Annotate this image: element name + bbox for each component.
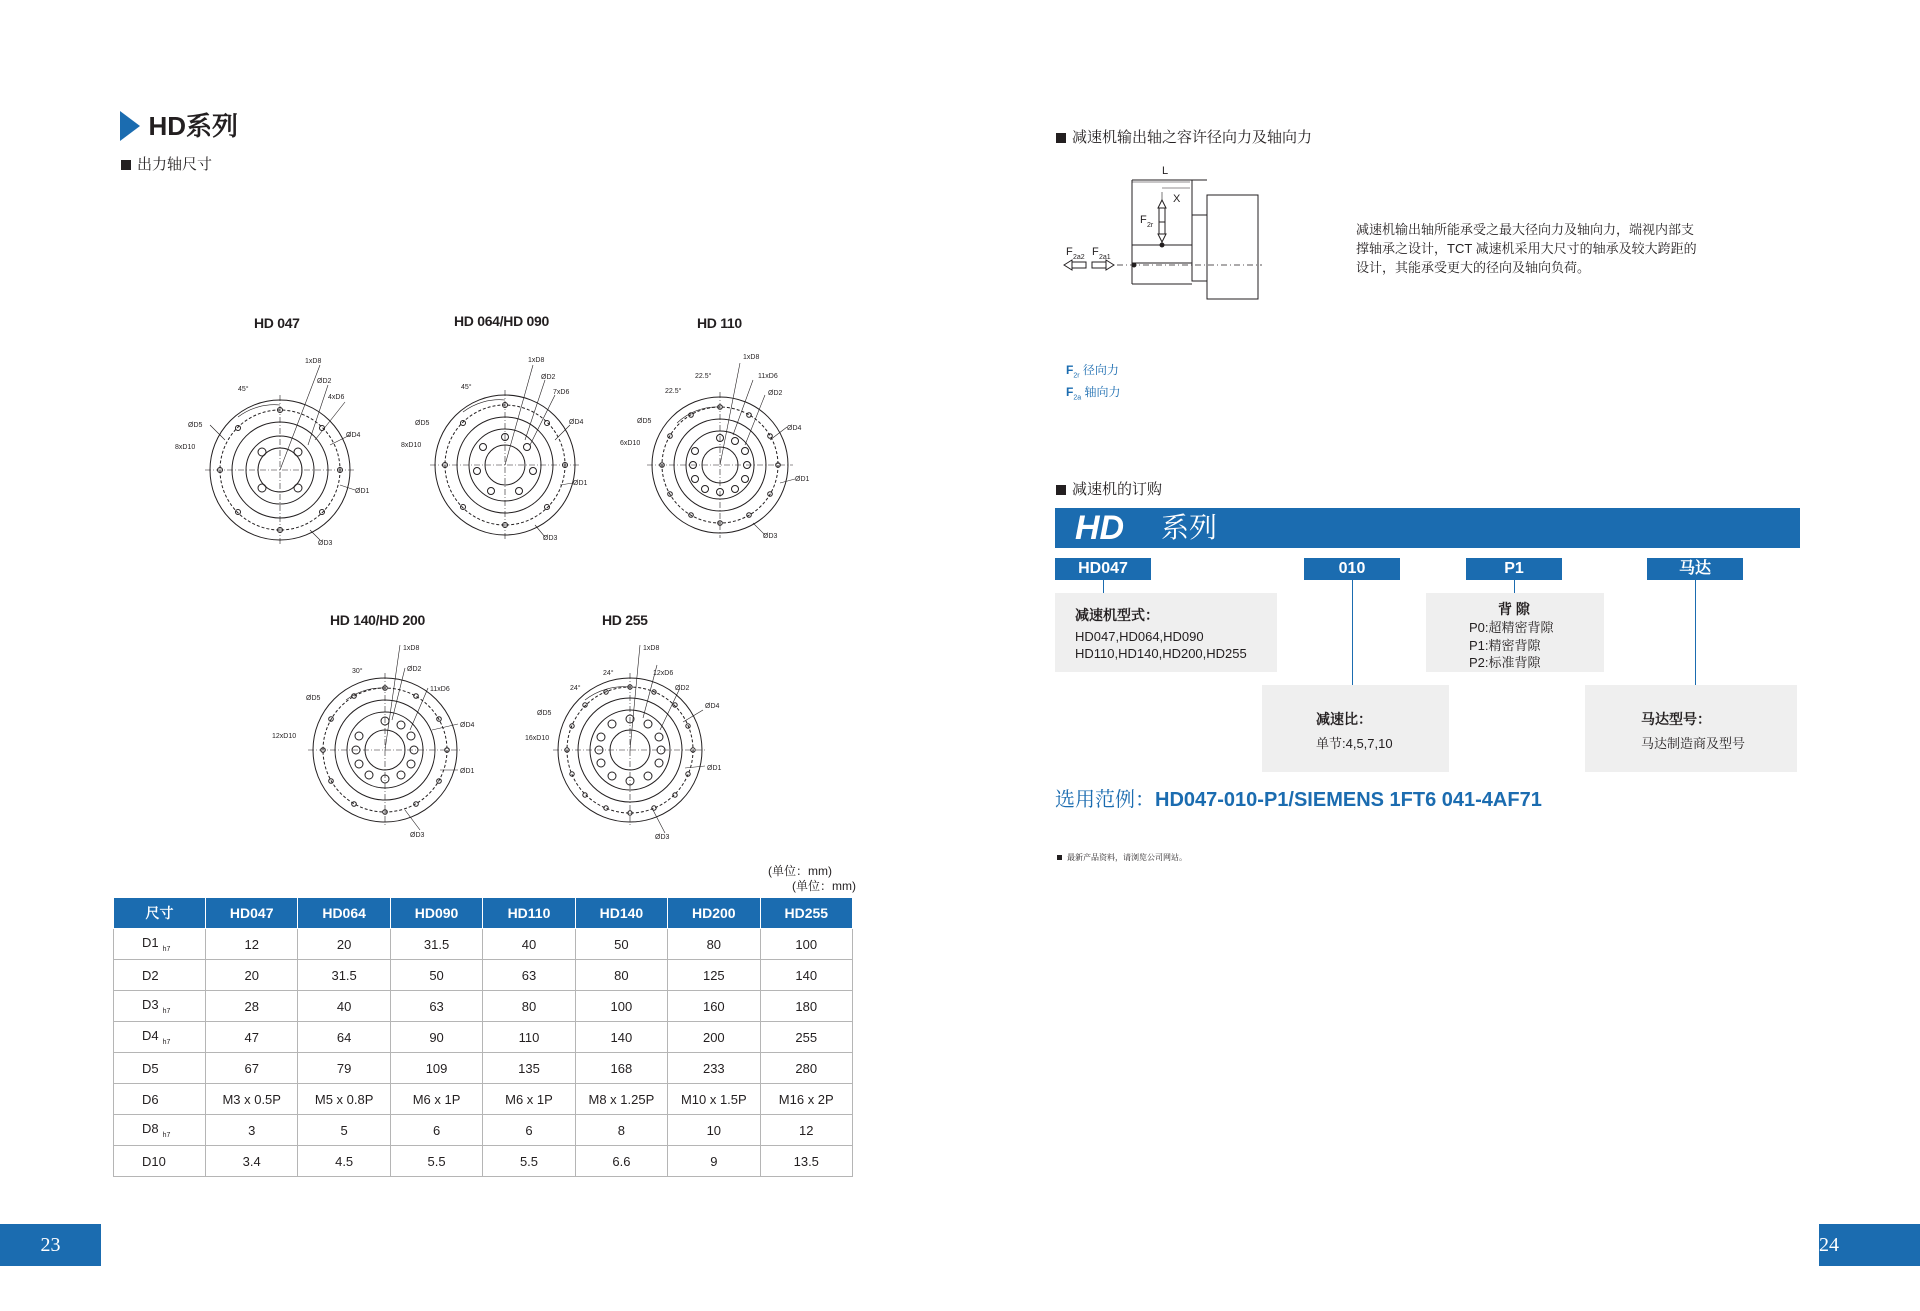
model-label-hd140-200: HD 140/HD 200 (330, 612, 425, 628)
section-title-order: 减速机的订购 (1056, 478, 1162, 499)
unit-note-2: (单位：mm) (792, 879, 856, 893)
square-bullet-icon (1057, 855, 1062, 860)
table-cell: 5.5 (483, 1146, 575, 1177)
svg-text:2a2: 2a2 (1073, 254, 1085, 261)
table-header: HD090 (390, 898, 482, 929)
svg-text:4xD6: 4xD6 (328, 394, 345, 401)
table-cell: 5 (298, 1115, 390, 1146)
table-cell: 13.5 (760, 1146, 852, 1177)
page-number-right: 24 (1819, 1224, 1920, 1266)
svg-text:F: F (1092, 246, 1099, 258)
table-cell: M3 x 0.5P (206, 1084, 298, 1115)
row-label: D8 $_{h7}$ (114, 1115, 206, 1146)
svg-text:ØD1: ØD1 (460, 768, 475, 775)
box-backlash: 背 隙 P0:超精密背隙 P1:精密背隙 P2:标准背隙 (1426, 593, 1604, 672)
unit-note-1: (单位：mm) (768, 864, 832, 878)
table-cell: 6 (390, 1115, 482, 1146)
table-row (114, 1146, 853, 1177)
table-header: HD047 (206, 898, 298, 929)
table-cell: 200 (668, 1022, 760, 1053)
table-cell: 4.5 (298, 1146, 390, 1177)
table-cell: 31.5 (390, 929, 482, 960)
section-title-dimensions: 出力轴尺寸 (121, 153, 212, 174)
svg-text:30°: 30° (352, 668, 363, 675)
order-series-bar: HD 系列 (1055, 508, 1800, 548)
table-cell: M6 x 1P (390, 1084, 482, 1115)
svg-text:ØD3: ØD3 (655, 834, 670, 841)
table-cell: 67 (206, 1053, 298, 1084)
code-model: HD047 (1055, 558, 1151, 580)
svg-text:ØD1: ØD1 (355, 488, 370, 495)
svg-text:ØD4: ØD4 (705, 703, 720, 710)
table-cell: 280 (760, 1053, 852, 1084)
svg-text:X: X (1173, 193, 1181, 205)
table-row (114, 1115, 853, 1146)
svg-text:12xD10: 12xD10 (272, 733, 297, 740)
box-motor: 马达型号： 马达制造商及型号 (1585, 685, 1797, 772)
table-cell: M10 x 1.5P (668, 1084, 760, 1115)
svg-text:F: F (1140, 214, 1147, 226)
table-header: HD200 (668, 898, 760, 929)
table-row (114, 1022, 853, 1053)
row-label: D3 $_{h7}$ (114, 991, 206, 1022)
svg-text:45°: 45° (461, 384, 472, 391)
model-label-hd047: HD 047 (254, 315, 300, 331)
force-diagram (1062, 160, 1272, 345)
table-cell: M5 x 0.8P (298, 1084, 390, 1115)
spec-table (113, 897, 853, 1177)
table-cell: 160 (668, 991, 760, 1022)
code-ratio: 010 (1304, 558, 1400, 580)
svg-text:ØD1: ØD1 (573, 480, 588, 487)
table-row (114, 991, 853, 1022)
box-model-type: 减速机型式： HD047,HD064,HD090 HD110,HD140,HD200,HD255 (1055, 593, 1277, 672)
table-cell: 40 (298, 991, 390, 1022)
svg-text:ØD4: ØD4 (346, 432, 361, 439)
table-row (114, 960, 853, 991)
table-cell: 110 (483, 1022, 575, 1053)
connector-ratio (1352, 580, 1353, 685)
svg-text:ØD5: ØD5 (537, 710, 552, 717)
svg-text:ØD3: ØD3 (410, 832, 425, 839)
svg-text:ØD2: ØD2 (541, 374, 556, 381)
svg-text:1xD8: 1xD8 (743, 354, 760, 361)
svg-text:8xD10: 8xD10 (175, 444, 196, 451)
table-cell: 5.5 (390, 1146, 482, 1177)
row-label: D5 (114, 1053, 206, 1084)
table-cell: 3 (206, 1115, 298, 1146)
table-cell: 6.6 (575, 1146, 667, 1177)
table-row (114, 1084, 853, 1115)
table-cell: 233 (668, 1053, 760, 1084)
table-cell: 64 (298, 1022, 390, 1053)
svg-text:ØD4: ØD4 (787, 425, 802, 432)
table-cell: 80 (575, 960, 667, 991)
table-cell: 63 (390, 991, 482, 1022)
svg-text:ØD2: ØD2 (675, 685, 690, 692)
svg-text:L: L (1162, 165, 1169, 177)
square-bullet-icon (1056, 485, 1066, 495)
series-title: HD系列 (120, 106, 238, 143)
force-description: 减速机输出轴所能承受之最大径向力及轴向力，端视内部支 撑轴承之设计，TCT 减速机采用大尺寸的轴承及较大跨距的 设计，其能承受更大的径向及轴向负荷。 (1356, 222, 1697, 275)
table-cell: 180 (760, 991, 852, 1022)
table-cell: 100 (575, 991, 667, 1022)
section-title-force: 减速机输出轴之容许径向力及轴向力 (1056, 126, 1312, 147)
table-cell: 80 (668, 929, 760, 960)
svg-text:11xD6: 11xD6 (430, 686, 450, 693)
table-header: HD110 (483, 898, 575, 929)
table-cell: 12 (206, 929, 298, 960)
table-row (114, 929, 853, 960)
table-header: 尺寸 (114, 898, 206, 929)
box-ratio: 减速比： 单节:4,5,7,10 (1262, 685, 1449, 772)
table-cell: 50 (575, 929, 667, 960)
table-header: HD255 (760, 898, 852, 929)
table-cell: 140 (575, 1022, 667, 1053)
square-bullet-icon (121, 160, 131, 170)
model-label-hd110: HD 110 (697, 315, 742, 331)
svg-text:ØD5: ØD5 (637, 418, 652, 425)
row-label: D1 $_{h7}$ (114, 929, 206, 960)
svg-text:6xD10: 6xD10 (620, 440, 641, 447)
table-row (114, 1053, 853, 1084)
square-bullet-icon (1056, 133, 1066, 143)
svg-text:ØD5: ØD5 (415, 420, 430, 427)
footnote: 最新产品资料，请浏览公司网站。 (1057, 852, 1187, 863)
svg-text:1xD8: 1xD8 (528, 357, 545, 364)
svg-text:24°: 24° (570, 685, 581, 692)
table-cell: 125 (668, 960, 760, 991)
svg-text:ØD5: ØD5 (306, 695, 321, 702)
svg-text:22.5°: 22.5° (665, 388, 682, 395)
table-cell: 168 (575, 1053, 667, 1084)
table-cell: 255 (760, 1022, 852, 1053)
svg-text:22.5°: 22.5° (695, 373, 712, 380)
code-backlash: P1 (1466, 558, 1562, 580)
force-legend (1066, 362, 1121, 407)
svg-text:1xD8: 1xD8 (403, 645, 420, 652)
svg-text:ØD2: ØD2 (317, 378, 332, 385)
order-example: 选用范例：HD047-010-P1/SIEMENS 1FT6 041-4AF71 (1055, 789, 1542, 811)
table-cell: 90 (390, 1022, 482, 1053)
svg-text:1xD8: 1xD8 (643, 645, 660, 652)
table-cell: 135 (483, 1053, 575, 1084)
svg-text:ØD1: ØD1 (795, 476, 810, 483)
table-cell: 12 (760, 1115, 852, 1146)
table-cell: 8 (575, 1115, 667, 1146)
table-cell: 31.5 (298, 960, 390, 991)
svg-text:24°: 24° (603, 670, 614, 677)
table-cell: M6 x 1P (483, 1084, 575, 1115)
table-header-row (114, 898, 853, 929)
spec-table-container (113, 897, 853, 1169)
row-label: D6 (114, 1084, 206, 1115)
svg-text:11xD6: 11xD6 (758, 373, 778, 380)
table-cell: 40 (483, 929, 575, 960)
svg-text:2a1: 2a1 (1099, 254, 1111, 261)
svg-text:12xD6: 12xD6 (653, 670, 674, 677)
table-cell: 20 (206, 960, 298, 991)
table-cell: 3.4 (206, 1146, 298, 1177)
model-label-hd064-090: HD 064/HD 090 (454, 313, 549, 329)
svg-text:ØD2: ØD2 (768, 390, 783, 397)
table-cell: 50 (390, 960, 482, 991)
svg-text:2r: 2r (1147, 222, 1154, 229)
table-cell: 6 (483, 1115, 575, 1146)
table-cell: M8 x 1.25P (575, 1084, 667, 1115)
table-cell: 10 (668, 1115, 760, 1146)
table-cell: 20 (298, 929, 390, 960)
svg-text:ØD3: ØD3 (318, 540, 333, 547)
svg-text:ØD5: ØD5 (188, 422, 203, 429)
svg-text:ØD4: ØD4 (460, 722, 475, 729)
flange-drawing-hd047 (170, 345, 390, 555)
svg-text:ØD3: ØD3 (543, 535, 558, 542)
svg-text:16xD10: 16xD10 (525, 735, 550, 742)
svg-text:8xD10: 8xD10 (401, 442, 422, 449)
flange-drawing-hd255 (515, 640, 745, 845)
svg-text:ØD2: ØD2 (407, 666, 422, 673)
row-label: D10 (114, 1146, 206, 1177)
table-cell: 28 (206, 991, 298, 1022)
connector-model (1103, 580, 1104, 593)
model-label-hd255: HD 255 (602, 612, 648, 628)
legend-axial: $F_{2a}$ 轴向力 (1066, 385, 1121, 402)
table-header: HD064 (298, 898, 390, 929)
table-cell: 100 (760, 929, 852, 960)
svg-text:1xD8: 1xD8 (305, 358, 322, 365)
svg-text:F: F (1066, 246, 1073, 258)
table-cell: M16 x 2P (760, 1084, 852, 1115)
page-number-left: 23 (0, 1224, 101, 1266)
table-cell: 79 (298, 1053, 390, 1084)
connector-motor (1695, 580, 1696, 685)
triangle-marker-icon (120, 109, 142, 143)
svg-text:ØD3: ØD3 (763, 533, 778, 540)
flange-drawing-hd064-090 (395, 345, 625, 555)
table-cell: 9 (668, 1146, 760, 1177)
flange-drawing-hd140-200 (270, 640, 500, 845)
connector-backlash (1514, 580, 1515, 593)
row-label: D2 (114, 960, 206, 991)
code-motor: 马达 (1647, 558, 1743, 580)
table-cell: 63 (483, 960, 575, 991)
legend-radial: $F_{2r}$ 径向力 (1066, 363, 1119, 380)
table-header: HD140 (575, 898, 667, 929)
svg-text:45°: 45° (238, 386, 249, 393)
flange-drawing-hd110 (615, 345, 835, 555)
row-label: D4 $_{h7}$ (114, 1022, 206, 1053)
table-cell: 80 (483, 991, 575, 1022)
table-cell: 140 (760, 960, 852, 991)
svg-text:ØD1: ØD1 (707, 765, 722, 772)
table-cell: 47 (206, 1022, 298, 1053)
table-cell: 109 (390, 1053, 482, 1084)
svg-text:7xD6: 7xD6 (553, 389, 570, 396)
svg-text:ØD4: ØD4 (569, 419, 584, 426)
